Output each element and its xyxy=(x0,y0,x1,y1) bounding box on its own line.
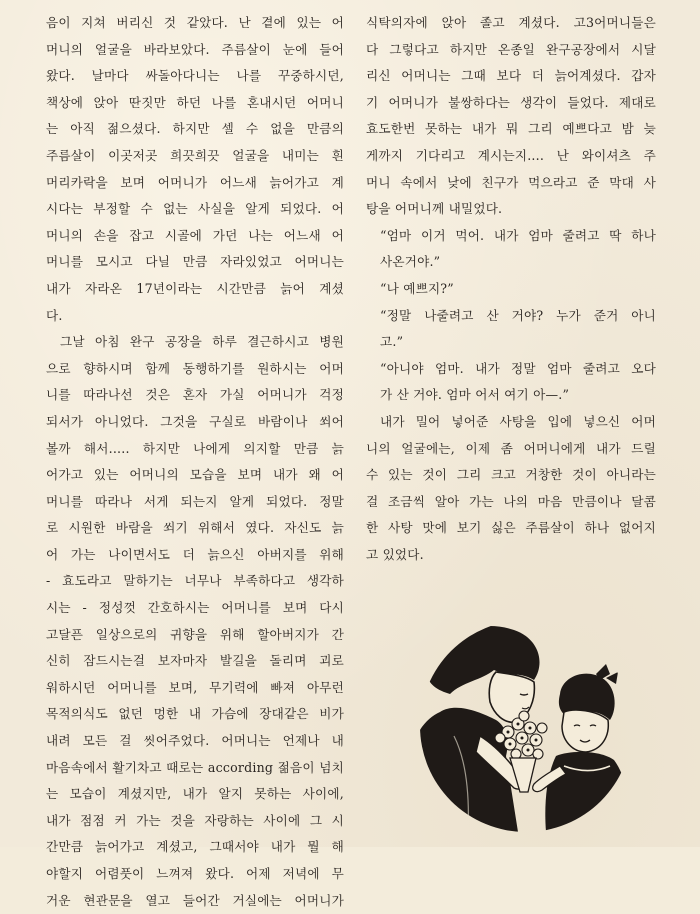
text-line: 는 아직 젊으셨다. 하지만 셀 수 없을 만큼의 xyxy=(46,121,344,137)
text-line: 내가 자라온 17년이라는 시간만큼 늙어 계셨 xyxy=(46,280,344,296)
text-line: 그날 아침 완구 공장을 하루 결근하시고 병원 xyxy=(60,334,344,350)
text-line: 식탁의자에 앉아 졸고 계셨다. 고3어머니들은 xyxy=(366,15,656,30)
text-line: 머니의 손을 잡고 시골에 가던 나는 어느새 어 xyxy=(46,227,344,243)
text-line: 로 시원한 바람을 쐬기 위해서 였다. 자신도 늙 xyxy=(46,520,344,536)
text-line: 니를 따라나선 것은 혼자 가실 어머니가 걱정 xyxy=(46,387,344,403)
text-line: 니의 얼굴에는, 이제 좀 어머니에게 내가 드릴 xyxy=(366,440,656,456)
text-line: 어 가는 나이면서도 더 늙으신 아버지를 위해 xyxy=(46,546,344,562)
right-column xyxy=(366,10,656,568)
text-line: 게까지 기다리고 계시는지.... 난 와이셔츠 주 xyxy=(366,147,656,163)
text-line: 책상에 앉아 딴짓만 하던 나를 혼내시던 어머니 xyxy=(46,94,344,110)
text-line: 수 있는 것이 그리 크고 거창한 것이 아니라는 xyxy=(366,467,656,483)
dialogue-line: 고.” xyxy=(380,334,404,350)
text-line: 고 있었다. xyxy=(366,546,424,562)
text-line: 걸 조금씩 알아 가는 나의 마음 만큼이나 달콤 xyxy=(366,493,656,509)
mother-daughter-illustration xyxy=(410,616,642,832)
text-line: 주름살이 이곳저곳 희끗희끗 얼굴을 내미는 흰 xyxy=(46,147,344,163)
text-line: 으로 향하시며 함께 동행하기를 원하시는 어머 xyxy=(46,360,344,376)
text-line: 볼까 해서..... 하지만 나에게 의지할 만큼 늙 xyxy=(46,440,344,456)
text-line: 머니를 모시고 다닐 만큼 자라있었고 어머니는 xyxy=(46,254,344,270)
text-line: 는 모습이 계셨지만, 내가 알지 못하는 사이에, xyxy=(46,786,344,802)
text-line: 마음속에서 활기차고 때로는 according 젊음이 넘치 xyxy=(46,759,344,775)
text-line: - 효도라고 말하기는 너무나 부족하다고 생각하 xyxy=(46,573,344,589)
dialogue-line: “정말 나줄려고 산 거야? 누가 준거 아니 xyxy=(380,307,656,323)
text-line: 신히 잠드시는걸 보자마자 발길을 돌리며 괴로 xyxy=(46,653,344,669)
text-line: 야할지 어렴풋이 느껴져 왔다. 어제 저녁에 무 xyxy=(46,866,344,881)
text-line: 어가고 있는 어머니의 모습을 보며 내가 왜 어 xyxy=(46,467,344,483)
text-line: 되서가 아니었다. 그것을 구실로 바람이나 쐬어 xyxy=(46,413,344,429)
text-line: 목적의식도 없던 멍한 내 가슴에 장대같은 비가 xyxy=(46,706,344,722)
text-line: 왔다. 날마다 싸돌아다니는 나를 꾸중하시던, xyxy=(46,68,344,84)
text-line: 효도한번 못하는 내가 뭐 그리 예쁘다고 밤 늦 xyxy=(366,121,656,137)
text-line: 시는 - 정성껏 간호하시는 어머니를 보며 다시 xyxy=(46,600,344,616)
left-column xyxy=(46,10,344,914)
text-line: 머니 속에서 낮에 친구가 먹으라고 준 막대 사 xyxy=(366,174,656,190)
dialogue-line: 사온거야.” xyxy=(380,254,441,270)
text-line: 탕을 어머니께 내밀었다. xyxy=(366,201,503,217)
text-line: 머니의 얼굴을 바라보았다. 주름살이 눈에 들어 xyxy=(46,41,344,57)
text-line: 워하시던 어머니를 보며, 무기력에 빠져 아무런 xyxy=(46,679,344,695)
text-line: 고달픈 일상으로의 귀향을 위해 할아버지가 간 xyxy=(46,626,344,642)
dialogue-line: 가 산 거야. 엄마 어서 여기 아—.” xyxy=(380,387,570,403)
girl-face xyxy=(562,710,608,752)
text-line: 다 그렇다고 하지만 온종일 완구공장에서 시달 xyxy=(366,41,656,57)
text-line: 시다는 부정할 수 없는 사실을 알게 되었다. 어 xyxy=(46,201,344,217)
dialogue-line: “나 예쁘지?” xyxy=(380,280,454,296)
text-line: 거운 현관문을 열고 들어간 거실에는 어머니가 xyxy=(46,892,344,908)
text-line: 내가 점점 커 가는 것을 자랑하는 사이에 그 시 xyxy=(46,812,344,828)
text-line: 내려 모든 걸 씻어주었다. 어머니는 언제나 내 xyxy=(46,733,344,749)
text-line: 한 사탕 맛에 보기 싫은 주름살이 하나 없어지 xyxy=(366,520,656,536)
text-line: 머니를 따라나 서게 되는지 알게 되었다. 정말 xyxy=(46,493,344,509)
text-line: 음이 지쳐 버리신 것 같았다. 난 곁에 있는 어 xyxy=(46,15,344,30)
text-line: 간만큼 늙어가고 계셨고, 그때서야 내가 뭘 해 xyxy=(46,839,344,855)
text-line: 머리카락을 보며 어머니가 어느새 늙어가고 계 xyxy=(46,174,344,190)
dialogue-line: “아니야 엄마. 내가 정말 엄마 줄려고 오다 xyxy=(380,360,656,376)
dialogue-line: “엄마 이거 먹어. 내가 엄마 줄려고 딱 하나 xyxy=(380,227,656,243)
text-line: 기 어머니가 불쌍하다는 생각이 들었다. 제대로 xyxy=(366,94,656,110)
text-line: 다. xyxy=(46,307,63,323)
girl-body xyxy=(545,752,634,832)
text-line: 내가 밀어 넣어준 사탕을 입에 넣으신 어머 xyxy=(380,413,656,429)
text-line: 리신 어머니는 그때 보다 더 늙어계셨다. 갑자 xyxy=(366,68,656,84)
